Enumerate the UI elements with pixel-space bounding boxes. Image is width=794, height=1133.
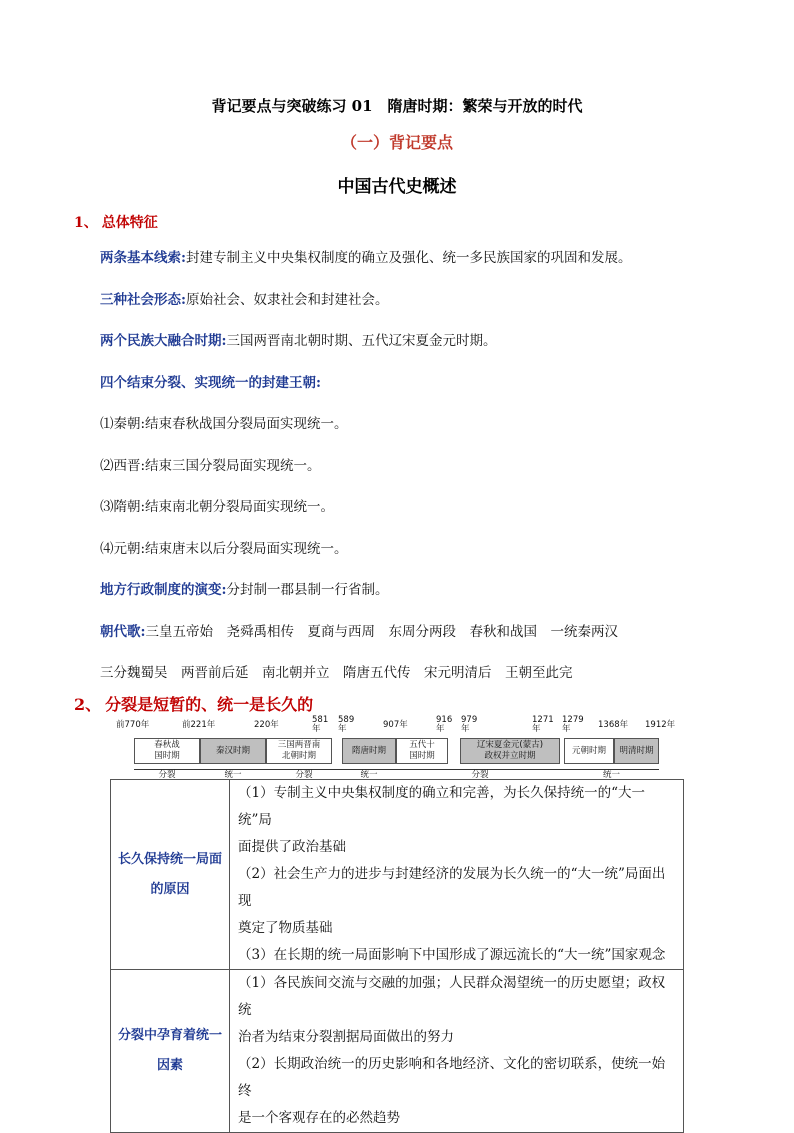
table-line: 奠定了物质基础 [238,920,333,936]
section-heading: （一）背记要点 [340,133,453,152]
local-admin-line [100,578,388,598]
subtitle: 中国古代史概述 [337,177,457,197]
part1-number: 1、 [74,215,98,231]
table-line: 是一个客观存在的必然趋势 [238,1110,400,1126]
local-admin-text: 分封制一郡县制一行省制。 [226,582,389,598]
feature-line [100,371,321,391]
feature-term: 四个结束分裂、实现统一的封建王朝: [100,375,321,391]
feature-text: 三国两晋南北朝时期、五代辽宋夏金元时期。 [226,333,497,349]
table-row [111,970,684,1133]
part2-heading [74,692,313,715]
timeline-year: 1279 年 [562,715,584,734]
table-line: （3）在长期的统一局面影响下中国形成了源远流长的“大一统”国家观念 [238,947,666,963]
table-line: 面提供了政治基础 [238,839,346,855]
dynasty-song-text: 三皇五帝始 尧舜禹相传 夏商与西周 东周分两段 春秋和战国 一统秦两汉 [145,624,618,640]
timeline-year: 前770年 [116,720,150,730]
timeline-period: 春秋战 国时期 [134,738,200,764]
timeline-year: 907年 [383,720,408,730]
timeline-year: 1368年 [598,720,629,730]
dynasty-item: ⑶隋朝:结束南北朝分裂局面实现统一。 [100,499,335,515]
timeline-phase: 分裂 [266,769,342,780]
timeline-year: 1912年 [645,720,676,730]
dynasty-song-term: 朝代歌: [100,624,146,640]
dynasty-song-line1 [100,620,618,640]
local-admin-term: 地方行政制度的演变: [100,582,227,598]
feature-text: 原始社会、奴隶社会和封建社会。 [185,292,389,308]
document-title: 背记要点与突破练习 01 隋唐时期：繁荣与开放的时代 [211,97,583,115]
feature-term: 三种社会形态: [100,292,186,308]
table-line: （1）专制主义中央集权制度的确立和完善，为长久保持统一的“大一统”局 [238,785,645,828]
feature-line [100,329,496,349]
timeline-period: 元朝时期 [564,738,614,764]
timeline-year: 1271 年 [532,715,554,734]
part2-number: 2、 [74,695,102,714]
feature-line [100,246,631,266]
timeline-period: 隋唐时期 [342,738,396,764]
timeline-phase: 统一 [200,769,266,780]
timeline-period: 三国两晋南 北朝时期 [266,738,332,764]
feature-text: 封建专制主义中央集权制度的确立及强化、统一多民族国家的巩固和发展。 [185,250,632,266]
timeline-period: 辽宋夏金元(蒙古) 政权并立时期 [460,738,560,764]
dynasty-item: ⑵西晋:结束三国分裂局面实现统一。 [100,458,321,474]
part2-heading-text: 分裂是短暂的、统一是长久的 [105,695,314,714]
feature-line [100,288,388,308]
timeline-year: 前221年 [182,720,216,730]
dynasty-item: ⑷元朝:结束唐末以后分裂局面实现统一。 [100,541,348,557]
timeline-year: 979 年 [461,715,478,734]
feature-term: 两个民族大融合时期: [100,333,227,349]
table-line: （1）各民族间交流与交融的加强；人民群众渴望统一的历史愿望；政权统 [238,975,666,1018]
timeline-period: 秦汉时期 [200,738,266,764]
timeline-year: 589 年 [338,715,355,734]
timeline-phase: 分裂 [134,769,200,780]
timeline-year: 220年 [254,720,279,730]
table-line: 治者为结束分裂割据局面做出的努力 [238,1029,454,1045]
history-timeline [110,716,690,780]
table-row-value [230,780,684,970]
timeline-phase: 统一 [564,769,659,780]
reasons-table [110,779,684,1133]
timeline-phase: 分裂 [396,769,564,780]
timeline-year: 916 年 [436,715,453,734]
dynasty-item: ⑴秦朝:结束春秋战国分裂局面实现统一。 [100,416,348,432]
feature-term: 两条基本线索: [100,250,186,266]
dynasty-song-line2: 三分魏蜀吴 两晋前后延 南北朝并立 隋唐五代传 宋元明清后 王朝至此完 [100,665,573,681]
timeline-period: 五代十 国时期 [396,738,448,764]
table-row-key: 长久保持统一局面的原因 [111,780,230,970]
part1-heading-text: 总体特征 [101,215,158,231]
table-row-value [230,970,684,1133]
table-row [111,780,684,970]
table-row-key: 分裂中孕育着统一因素 [111,970,230,1133]
table-line: （2）社会生产力的进步与封建经济的发展为长久统一的“大一统”局面出现 [238,866,666,909]
timeline-year: 581 年 [312,715,329,734]
timeline-period: 明清时期 [614,738,659,764]
timeline-phase: 统一 [342,769,396,780]
part1-heading [74,212,158,232]
table-line: （2）长期政治统一的历史影响和各地经济、文化的密切联系，使统一始终 [238,1056,666,1099]
